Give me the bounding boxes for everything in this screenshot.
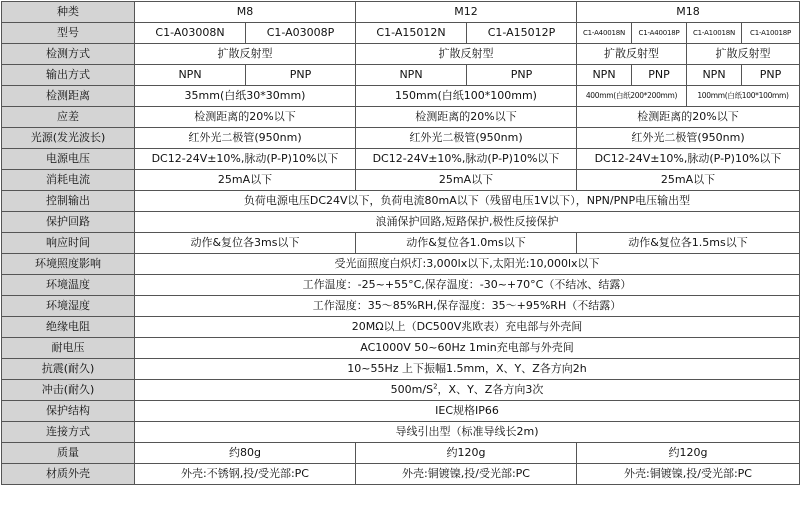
- model-cell: C1-A40018P: [632, 23, 687, 44]
- label-hysteresis: 应差: [2, 107, 135, 128]
- label-ambient-humidity: 环境湿度: [2, 296, 135, 317]
- label-supply-voltage: 电源电压: [2, 149, 135, 170]
- housing-m18: 外壳:铜镀镍,投/受光部:PC: [577, 464, 800, 485]
- row-ambient-temp: [2, 275, 800, 296]
- detect-mode-m8: 扩散反射型: [135, 44, 356, 65]
- row-connection: [2, 422, 800, 443]
- model-cell: C1-A10018N: [687, 23, 742, 44]
- model-cell: C1-A15012P: [467, 23, 577, 44]
- detect-mode-m12: 扩散反射型: [356, 44, 577, 65]
- model-cell: C1-A40018N: [577, 23, 632, 44]
- row-insulation: [2, 317, 800, 338]
- row-light-source: [2, 128, 800, 149]
- row-detect-mode: [2, 44, 800, 65]
- label-distance: 检测距离: [2, 86, 135, 107]
- label-current: 消耗电流: [2, 170, 135, 191]
- ambient-humidity-value: 工作湿度：35～85%RH,保存湿度：35～+95%RH（不结露）: [135, 296, 800, 317]
- label-insulation: 绝缘电阻: [2, 317, 135, 338]
- response-m12: 动作&复位各1.0ms以下: [356, 233, 577, 254]
- connection-value: 导线引出型（标准导线长2m): [135, 422, 800, 443]
- detect-mode-m18a: 扩散反射型: [577, 44, 687, 65]
- model-cell: C1-A15012N: [356, 23, 467, 44]
- row-housing: [2, 464, 800, 485]
- current-m8: 25mA以下: [135, 170, 356, 191]
- row-output: [2, 65, 800, 86]
- response-m8: 动作&复位各3ms以下: [135, 233, 356, 254]
- protection-circuit-value: 浪涌保护回路,短路保护,极性反接保护: [135, 212, 800, 233]
- distance-m18b: 100mm(白纸100*100mm): [687, 86, 800, 107]
- hysteresis-m18: 检测距离的20%以下: [577, 107, 800, 128]
- label-connection: 连接方式: [2, 422, 135, 443]
- output-npn: NPN: [356, 65, 467, 86]
- model-cell: C1-A10018P: [742, 23, 800, 44]
- shock-exponent: 2: [433, 382, 438, 391]
- protection-structure-value: IEC规格IP66: [135, 401, 800, 422]
- group-m12: M12: [356, 2, 577, 23]
- row-withstand-voltage: [2, 338, 800, 359]
- supply-voltage-m8: DC12-24V±10%,脉动(P-P)10%以下: [135, 149, 356, 170]
- model-cell: C1-A03008P: [246, 23, 356, 44]
- housing-m8: 外壳:不锈钢,投/受光部:PC: [135, 464, 356, 485]
- ambient-light-value: 受光面照度白炽灯:3,000lx以下,太阳光:10,000lx以下: [135, 254, 800, 275]
- output-pnp: PNP: [467, 65, 577, 86]
- shock-value: [135, 380, 800, 401]
- label-protection-circuit: 保护回路: [2, 212, 135, 233]
- row-type: [2, 2, 800, 23]
- label-detect-mode: 检测方式: [2, 44, 135, 65]
- row-current: [2, 170, 800, 191]
- current-m18: 25mA以下: [577, 170, 800, 191]
- label-mass: 质量: [2, 443, 135, 464]
- mass-m18: 约120g: [577, 443, 800, 464]
- label-response: 响应时间: [2, 233, 135, 254]
- row-ambient-light: [2, 254, 800, 275]
- label-light-source: 光源(发光波长): [2, 128, 135, 149]
- control-output-value: 负荷电源电压DC24V以下，负荷电流80mA以下（残留电压1V以下），NPN/PNP电压输出型: [135, 191, 800, 212]
- output-pnp: PNP: [742, 65, 800, 86]
- group-m18: M18: [577, 2, 800, 23]
- label-type: 种类: [2, 2, 135, 23]
- distance-m12: 150mm(白纸100*100mm): [356, 86, 577, 107]
- response-m18: 动作&复位各1.5ms以下: [577, 233, 800, 254]
- row-protection-structure: [2, 401, 800, 422]
- spec-table: [1, 1, 800, 485]
- output-npn: NPN: [135, 65, 246, 86]
- vibration-value: 10~55Hz 上下振幅1.5mm，X、Y、Z各方向2h: [135, 359, 800, 380]
- label-vibration: 抗震(耐久): [2, 359, 135, 380]
- label-output: 输出方式: [2, 65, 135, 86]
- row-supply-voltage: [2, 149, 800, 170]
- row-ambient-humidity: [2, 296, 800, 317]
- label-ambient-temp: 环境温度: [2, 275, 135, 296]
- row-control-output: [2, 191, 800, 212]
- light-source-m18: 红外光二极管(950nm): [577, 128, 800, 149]
- output-npn: NPN: [577, 65, 632, 86]
- label-ambient-light: 环境照度影响: [2, 254, 135, 275]
- model-cell: C1-A03008N: [135, 23, 246, 44]
- supply-voltage-m18: DC12-24V±10%,脉动(P-P)10%以下: [577, 149, 800, 170]
- label-shock: 冲击(耐久): [2, 380, 135, 401]
- row-vibration: [2, 359, 800, 380]
- output-pnp: PNP: [632, 65, 687, 86]
- row-shock: [2, 380, 800, 401]
- output-npn: NPN: [687, 65, 742, 86]
- mass-m8: 约80g: [135, 443, 356, 464]
- row-hysteresis: [2, 107, 800, 128]
- supply-voltage-m12: DC12-24V±10%,脉动(P-P)10%以下: [356, 149, 577, 170]
- detect-mode-m18b: 扩散反射型: [687, 44, 800, 65]
- row-response: [2, 233, 800, 254]
- hysteresis-m8: 检测距离的20%以下: [135, 107, 356, 128]
- output-pnp: PNP: [246, 65, 356, 86]
- group-m8: M8: [135, 2, 356, 23]
- light-source-m12: 红外光二极管(950nm): [356, 128, 577, 149]
- shock-prefix: 500m/S: [390, 383, 434, 396]
- label-control-output: 控制输出: [2, 191, 135, 212]
- row-mass: [2, 443, 800, 464]
- distance-m18a: 400mm(白纸200*200mm): [577, 86, 687, 107]
- current-m12: 25mA以下: [356, 170, 577, 191]
- housing-m12: 外壳:铜镀镍,投/受光部:PC: [356, 464, 577, 485]
- label-housing: 材质外壳: [2, 464, 135, 485]
- row-model: [2, 23, 800, 44]
- withstand-voltage-value: AC1000V 50~60Hz 1min充电部与外壳间: [135, 338, 800, 359]
- label-model: 型号: [2, 23, 135, 44]
- shock-suffix: ，X、Y、Z各方向3次: [437, 383, 544, 396]
- light-source-m8: 红外光二极管(950nm): [135, 128, 356, 149]
- ambient-temp-value: 工作温度：-25~+55°C,保存温度：-30~+70°C（不结冰、结露）: [135, 275, 800, 296]
- hysteresis-m12: 检测距离的20%以下: [356, 107, 577, 128]
- insulation-value: 20MΩ以上（DC500V兆欧表）充电部与外壳间: [135, 317, 800, 338]
- label-withstand-voltage: 耐电压: [2, 338, 135, 359]
- row-protection-circuit: [2, 212, 800, 233]
- mass-m12: 约120g: [356, 443, 577, 464]
- row-distance: [2, 86, 800, 107]
- distance-m8: 35mm(白纸30*30mm): [135, 86, 356, 107]
- label-protection-structure: 保护结构: [2, 401, 135, 422]
